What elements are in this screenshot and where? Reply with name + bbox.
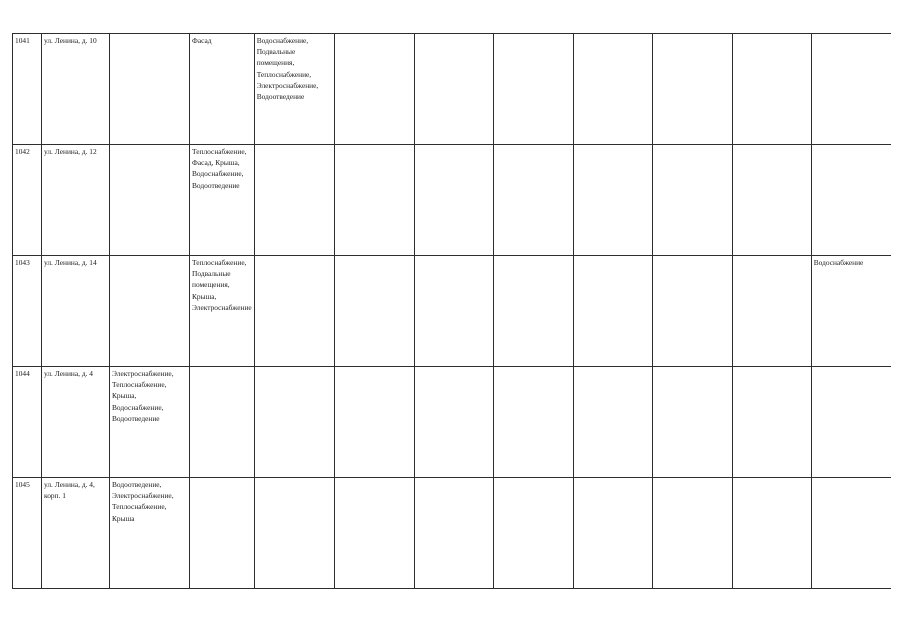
empty-cell [414,256,493,367]
empty-cell [652,478,732,589]
works-cell: Теплоснабжение, Фасад, Крыша, Водоснабжение, Водоотведение [190,145,255,256]
table-row [13,478,892,589]
works-cell [811,367,891,478]
empty-cell [414,145,493,256]
empty-cell [652,34,732,145]
works-table [12,33,891,589]
empty-cell [732,478,811,589]
works-cell [254,145,334,256]
table-row [13,367,892,478]
row-number: 1045 [13,478,42,589]
empty-cell [334,367,414,478]
works-cell: Фасад [190,34,255,145]
row-number: 1043 [13,256,42,367]
works-cell [811,34,891,145]
empty-cell [573,256,652,367]
address-cell: ул. Ленина, д. 4, корп. 1 [42,478,110,589]
empty-cell [573,145,652,256]
works-cell [110,256,190,367]
works-cell [254,367,334,478]
empty-cell [414,367,493,478]
table-row [13,34,892,145]
address-cell: ул. Ленина, д. 14 [42,256,110,367]
works-cell: Водоотведение, Электроснабжение, Теплоснабжение, Крыша [110,478,190,589]
empty-cell [493,478,573,589]
row-number: 1042 [13,145,42,256]
empty-cell [334,256,414,367]
empty-cell [334,478,414,589]
works-cell: Водоснабжение [811,256,891,367]
address-cell: ул. Ленина, д. 10 [42,34,110,145]
empty-cell [732,34,811,145]
empty-cell [652,367,732,478]
table-row [13,256,892,367]
empty-cell [652,256,732,367]
empty-cell [573,478,652,589]
works-cell: Электроснабжение, Теплоснабжение, Крыша, Водоснабжение, Водоотведение [110,367,190,478]
empty-cell [334,145,414,256]
empty-cell [414,34,493,145]
empty-cell [573,367,652,478]
works-cell: Водоснабжение, Подвальные помещения, Теплоснабжение, Электроснабжение, Водоотведение [254,34,334,145]
table-row [13,145,892,256]
empty-cell [732,256,811,367]
works-cell [190,367,255,478]
empty-cell [414,478,493,589]
empty-cell [493,34,573,145]
address-cell: ул. Ленина, д. 12 [42,145,110,256]
row-number: 1041 [13,34,42,145]
works-cell [190,478,255,589]
empty-cell [493,367,573,478]
address-cell: ул. Ленина, д. 4 [42,367,110,478]
empty-cell [652,145,732,256]
works-cell [110,145,190,256]
works-cell [811,145,891,256]
empty-cell [334,34,414,145]
row-number: 1044 [13,367,42,478]
works-cell [110,34,190,145]
empty-cell [732,145,811,256]
empty-cell [573,34,652,145]
works-cell [811,478,891,589]
works-cell: Теплоснабжение, Подвальные помещения, Крыша, Электроснабжение [190,256,255,367]
works-cell [254,256,334,367]
empty-cell [493,256,573,367]
works-cell [254,478,334,589]
empty-cell [493,145,573,256]
empty-cell [732,367,811,478]
